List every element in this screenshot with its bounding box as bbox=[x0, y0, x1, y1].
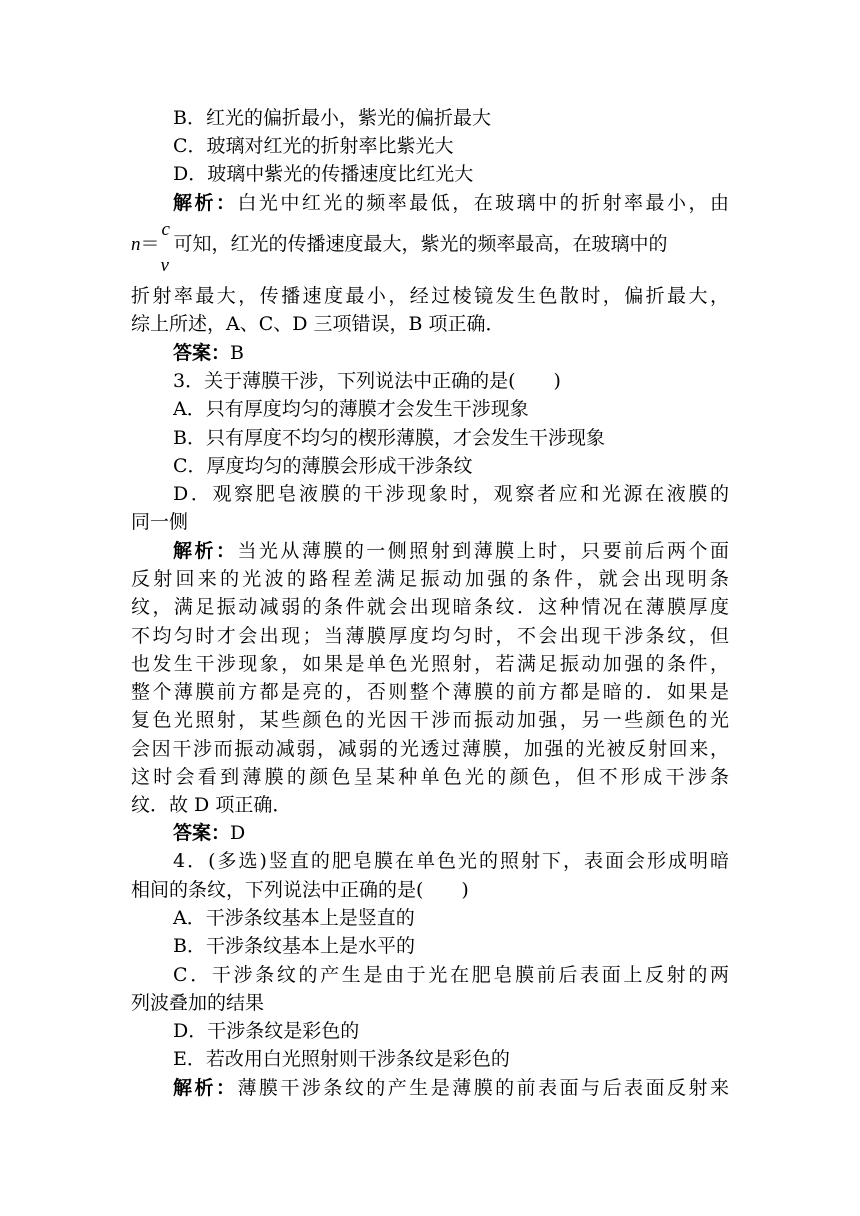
q3-analysis-line: 不均匀时才会出现；当薄膜厚度均匀时，不会出现干涉条纹，但 bbox=[131, 625, 729, 647]
q3-option-b: B．只有厚度不均匀的楔形薄膜，才会发生干涉现象 bbox=[173, 427, 605, 449]
q2-answer-value: B bbox=[230, 342, 244, 364]
q3-analysis-line: 反射回来的光波的路程差满足振动加强的条件，就会出现明条 bbox=[131, 568, 729, 590]
q4-option-a: A．干涉条纹基本上是竖直的 bbox=[173, 907, 415, 929]
q2-analysis-line bbox=[131, 189, 729, 217]
q4-option-b: B．干涉条纹基本上是水平的 bbox=[173, 935, 415, 957]
formula-fraction bbox=[160, 219, 174, 276]
q3-option-a: A．只有厚度均匀的薄膜才会发生干涉现象 bbox=[173, 398, 529, 420]
q2-answer bbox=[131, 339, 729, 367]
formula-n: n bbox=[131, 234, 141, 255]
q3-answer-label: 答案： bbox=[173, 822, 231, 844]
q2-option-b: B．红光的偏折最小，紫光的偏折最大 bbox=[173, 107, 491, 129]
q2-option-c: C．玻璃对红光的折射率比紫光大 bbox=[173, 135, 454, 157]
q2-option-d: D．玻璃中紫光的传播速度比红光大 bbox=[173, 163, 474, 185]
q3-option-d: D．观察肥皂液膜的干涉现象时，观察者应和光源在液膜的 bbox=[173, 483, 729, 505]
q4-option-c-cont: 列波叠加的结果 bbox=[131, 992, 265, 1014]
q3-answer bbox=[131, 819, 729, 847]
q3-analysis-line: 复色光照射，某些颜色的光因干涉而振动加强，另一些颜色的光 bbox=[131, 709, 729, 731]
q4-option-e: E．若改用白光照射则干涉条纹是彩色的 bbox=[173, 1048, 510, 1070]
formula-numerator: c bbox=[161, 219, 170, 240]
q3-analysis-line: 会因干涉而振动减弱，减弱的光透过薄膜，加强的光被反射回来， bbox=[131, 738, 729, 760]
q3-answer-value: D bbox=[230, 822, 246, 844]
formula-equals: ＝ bbox=[140, 233, 160, 255]
q4-analysis-line bbox=[131, 1074, 729, 1102]
q2-analysis-text: 白光中红光的频率最低，在玻璃中的折射率最小，由 bbox=[237, 192, 729, 214]
q2-analysis-line: 综上所述，A、C、D 三项错误，B 项正确． bbox=[131, 313, 505, 335]
q3-option-c: C．厚度均匀的薄膜会形成干涉条纹 bbox=[173, 455, 473, 477]
q3-analysis-line: 这时会看到薄膜的颜色呈某种单色光的颜色，但不形成干涉条 bbox=[131, 766, 729, 788]
q4-stem-cont: 相间的条纹，下列说法中正确的是( ) bbox=[131, 879, 469, 901]
formula-denominator: v bbox=[160, 255, 169, 276]
q4-stem: 4．(多选)竖直的肥皂膜在单色光的照射下，表面会形成明暗 bbox=[173, 850, 729, 872]
q4-option-c: C．干涉条纹的产生是由于光在肥皂膜前后表面上反射的两 bbox=[173, 964, 729, 986]
q2-answer-label: 答案： bbox=[173, 342, 231, 364]
q4-analysis-text: 薄膜干涉条纹的产生是薄膜的前表面与后表面反射来 bbox=[237, 1077, 729, 1099]
q4-option-d: D．干涉条纹是彩色的 bbox=[173, 1020, 360, 1042]
q3-analysis-line: 纹，满足振动减弱的条件就会出现暗条纹．这种情况在薄膜厚度 bbox=[131, 596, 729, 618]
q2-analysis-label: 解析： bbox=[173, 192, 238, 214]
q3-analysis-line: 纹．故 D 项正确． bbox=[131, 794, 292, 816]
q3-analysis-line: 也发生干涉现象，如果是单色光照射，若满足振动加强的条件， bbox=[131, 653, 729, 675]
q2-formula-line bbox=[131, 219, 729, 276]
q3-stem: 3．关于薄膜干涉，下列说法中正确的是( ) bbox=[173, 370, 561, 392]
q2-analysis-line: 折射率最大，传播速度最小，经过棱镜发生色散时，偏折最大， bbox=[131, 285, 729, 307]
q4-analysis-label: 解析： bbox=[173, 1077, 238, 1099]
q3-analysis-text: 当光从薄膜的一侧照射到薄膜上时，只要前后两个面 bbox=[237, 540, 729, 562]
q3-option-d-cont: 同一侧 bbox=[131, 511, 189, 533]
q3-analysis-line: 整个薄膜前方都是亮的，否则整个薄膜的前方都是暗的．如果是 bbox=[131, 681, 729, 703]
q3-analysis-label: 解析： bbox=[173, 540, 238, 562]
q2-analysis-text: 可知，红光的传播速度最大，紫光的频率最高，在玻璃中的 bbox=[173, 233, 668, 255]
q3-analysis-line bbox=[131, 537, 729, 565]
